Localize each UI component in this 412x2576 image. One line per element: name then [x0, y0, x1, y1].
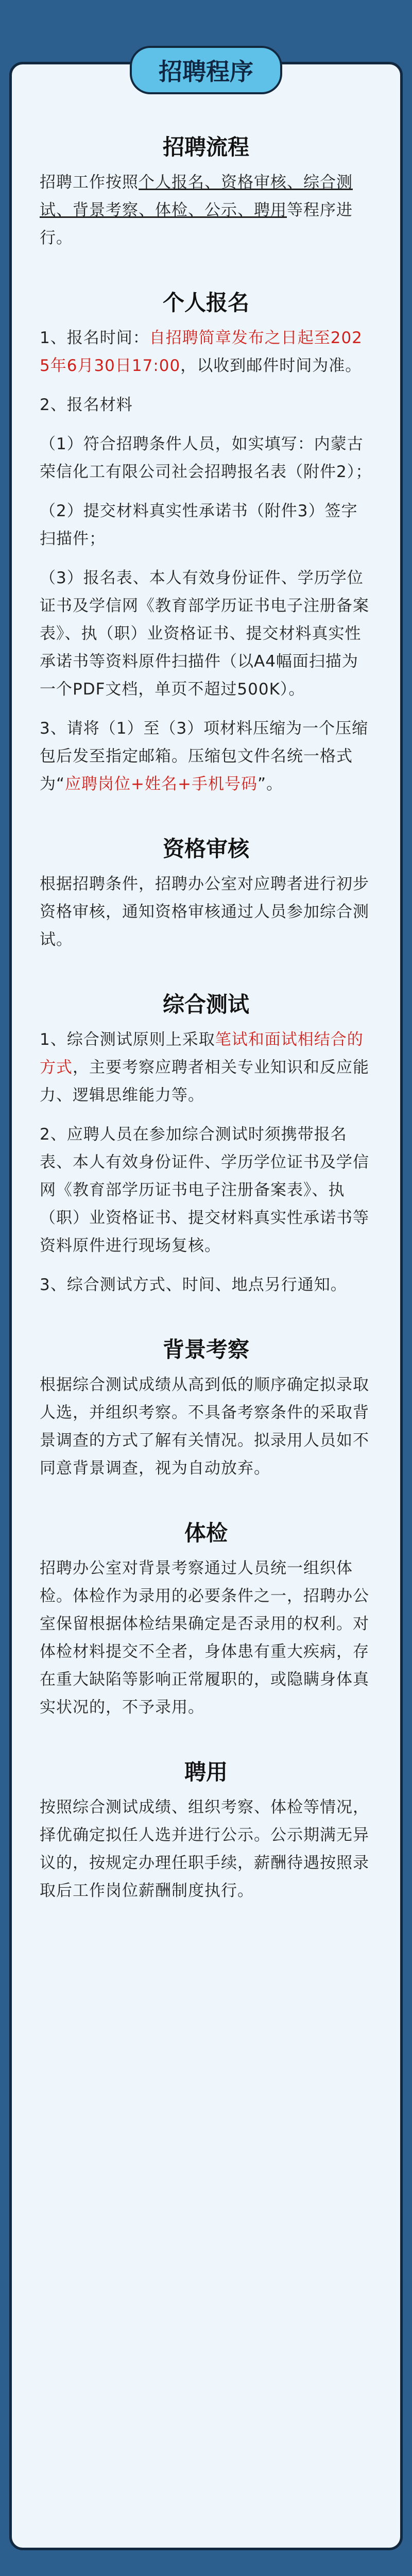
physical-paragraph: 招聘办公室对背景考察通过人员统一组织体检。体检作为录用的必要条件之一，招聘办公室保留根据体检结果确定是否录用的权利。对体检材料提交不全者，身体患有重大疾病，存在重大缺陷等影响正常履职的，或隐瞒身体真实状况的，不予录用。 [40, 1559, 369, 1717]
review-paragraph: 根据招聘条件，招聘办公室对应聘者进行初步资格审核，通知资格审核通过人员参加综合测试。 [40, 875, 369, 949]
signup-compress-instructions: 3、请将（1）至（3）项材料压缩为一个压缩包后发至指定邮箱。压缩包文件名统一格式为“应聘岗位+姓名+手机号码”。 [40, 719, 369, 793]
flow-paragraph: 招聘工作按照个人报名、资格审核、综合测试、背景考察、体检、公示、聘用等程序进行。 [40, 173, 353, 247]
heading-qualification-review: 资格审核 [162, 836, 249, 861]
section-title-recruitment-process: 招聘程序 [130, 46, 282, 94]
background-paragraph: 根据综合测试成绩从高到低的顺序确定拟录取人选，并组织考察。不具备考察条件的采取背景调查的方式了解有关情况。拟录用人员如不同意背景调查，视为自动放弃。 [40, 1376, 369, 1478]
recruitment-process-card [9, 58, 403, 2550]
test-paragraph-1: 1、综合测试原则上采取笔试和面试相结合的方式，主要考察应聘者相关专业知识和反应能力、逻辑思维能力等。 [40, 1030, 369, 1105]
signup-materials-title: 2、报名材料 [40, 396, 133, 414]
signup-material-3: （3）报名表、本人有效身份证件、学历学位证书及学信网《教育部学历证书电子注册备案表》、执（职）业资格证书、提交材料真实性承诺书等资料原件扫描件（以A4幅面扫描为一个PDF文档，单页不超过500K）。 [40, 569, 369, 699]
heading-physical-exam: 体检 [184, 1520, 228, 1546]
test-paragraph-2: 2、应聘人员在参加综合测试时须携带报名表、本人有效身份证件、学历学位证书及学信网《教育部学历证书电子注册备案表》、执（职）业资格证书、提交材料真实性承诺书等资料原件进行现场复核。 [40, 1125, 369, 1255]
heading-hire: 聘用 [184, 1759, 228, 1785]
heading-personal-signup: 个人报名 [162, 290, 249, 315]
signup-material-2: （2）提交材料真实性承诺书（附件3）签字扫描件； [40, 502, 358, 548]
hire-paragraph: 按照综合测试成绩、组织考察、体检等情况，择优确定拟任人选并进行公示。公示期满无异议的，按规定办理任职手续，薪酬待遇按照录取后工作岗位薪酬制度执行。 [40, 1798, 369, 1900]
heading-background-check: 背景考察 [162, 1337, 249, 1362]
test-paragraph-3: 3、综合测试方式、时间、地点另行通知。 [40, 1276, 347, 1294]
heading-recruitment-flow: 招聘流程 [162, 134, 249, 160]
signup-material-1: （1）符合招聘条件人员，如实填写：内蒙古荣信化工有限公司社会招聘报名表（附件2）； [40, 435, 372, 481]
signup-time: 1、报名时间：自招聘简章发布之日起至2025年6月30日17:00，以收到邮件时间为准。 [40, 329, 363, 375]
heading-comprehensive-test: 综合测试 [162, 992, 249, 1017]
